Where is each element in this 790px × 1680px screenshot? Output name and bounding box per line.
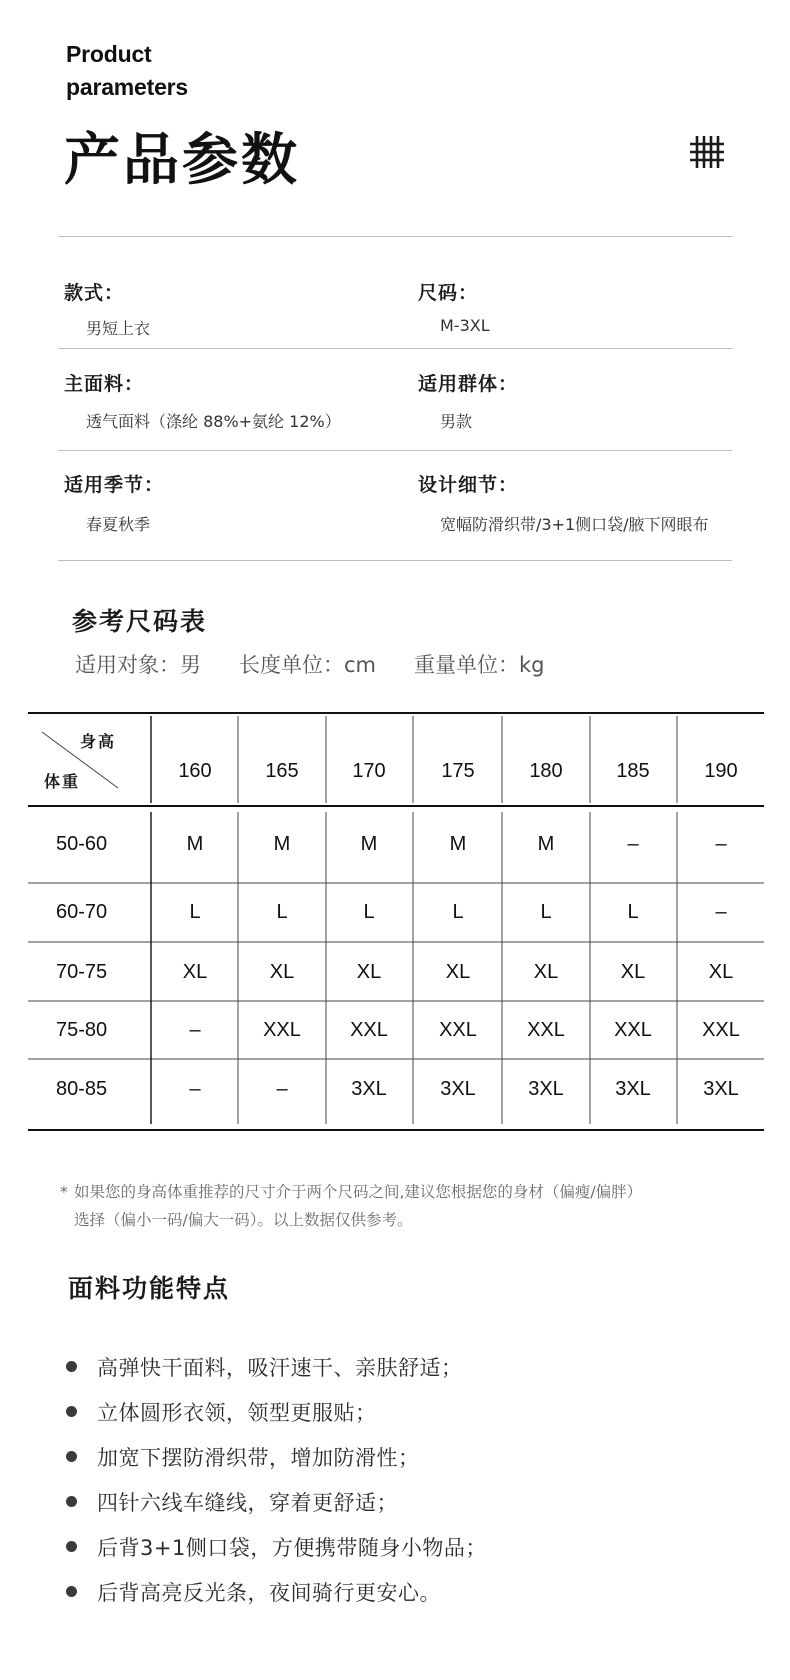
height-header-cell: 190 — [704, 760, 738, 782]
note-asterisk: * — [60, 1183, 68, 1201]
size-cell: 3XL — [440, 1078, 476, 1100]
note-line-2: 选择（偏小一码/偏大一码）。以上数据仅供参考。 — [74, 1211, 413, 1229]
param-style-value: 男短上衣 — [86, 319, 151, 338]
size-cell: – — [189, 1078, 201, 1100]
eyebrow-text — [66, 38, 188, 104]
features-title: 面料功能特点 — [68, 1274, 231, 1303]
size-cell: XL — [269, 961, 295, 983]
weight-unit: 重量单位：kg — [414, 653, 545, 677]
size-cell: XXL — [527, 1019, 565, 1041]
size-cell: XL — [356, 961, 382, 983]
size-cell: XL — [620, 961, 646, 983]
divider — [58, 348, 732, 349]
divider — [58, 560, 732, 561]
length-unit: 长度单位：cm — [239, 653, 377, 677]
param-season-value: 春夏秋季 — [86, 515, 151, 534]
feature-item — [66, 1569, 487, 1614]
param-size-value: M-3XL — [440, 316, 490, 335]
feature-text: 后背高亮反光条，夜间骑行更安心。 — [97, 1580, 441, 1605]
note-line-1: 如果您的身高体重推荐的尺寸介于两个尺码之间,建议您根据您的身材（偏瘦/偏胖） — [74, 1183, 643, 1201]
size-cell: XXL — [614, 1019, 652, 1041]
feature-text: 高弹快干面料，吸汗速干、亲肤舒适； — [97, 1355, 463, 1380]
weight-row-label: 75-80 — [56, 1019, 108, 1041]
size-cell: L — [627, 901, 639, 923]
bullet-dot-icon — [66, 1496, 77, 1507]
size-cell: XL — [533, 961, 559, 983]
feature-text: 立体圆形衣领，领型更服贴； — [97, 1400, 377, 1425]
grid-icon — [690, 136, 724, 168]
size-cell: L — [189, 901, 201, 923]
weight-row-label: 50-60 — [56, 833, 108, 855]
feature-text: 四针六线车缝线，穿着更舒适； — [97, 1490, 398, 1515]
divider — [58, 236, 732, 237]
feature-item — [66, 1434, 487, 1479]
bullet-dot-icon — [66, 1541, 77, 1552]
bullet-dot-icon — [66, 1361, 77, 1372]
weight-row-label: 70-75 — [56, 961, 108, 983]
corner-weight-label: 体重 — [44, 772, 81, 791]
height-header-cell: 175 — [441, 760, 475, 782]
param-design-value: 宽幅防滑织带/3+1侧口袋/腋下网眼布 — [440, 515, 709, 534]
height-header-cell: 170 — [352, 760, 386, 782]
height-header-cell: 185 — [616, 760, 650, 782]
corner-height-label: 身高 — [80, 732, 117, 751]
param-design-label: 设计细节： — [418, 474, 519, 496]
feature-item — [66, 1524, 487, 1569]
feature-item — [66, 1389, 487, 1434]
bullet-dot-icon — [66, 1586, 77, 1597]
param-size-label: 尺码： — [418, 282, 479, 304]
param-season-label: 适用季节： — [64, 474, 165, 496]
param-fabric-label: 主面料： — [64, 373, 145, 395]
weight-row-label: 80-85 — [56, 1078, 108, 1100]
size-cell: – — [189, 1019, 201, 1041]
size-cell: L — [540, 901, 552, 923]
size-cell: XL — [445, 961, 471, 983]
param-style-label: 款式： — [64, 282, 125, 304]
size-cell: 3XL — [615, 1078, 651, 1100]
page-title: 产品参数 — [64, 128, 300, 193]
eyebrow-line-1: Product — [66, 41, 152, 67]
height-header-cell: 165 — [265, 760, 299, 782]
param-audience-label: 适用群体： — [418, 373, 519, 395]
height-header-cell: 180 — [529, 760, 563, 782]
divider — [58, 450, 732, 451]
size-cell: 3XL — [528, 1078, 564, 1100]
size-table — [28, 712, 764, 1131]
size-cell: – — [715, 833, 727, 855]
param-audience-value: 男款 — [440, 412, 473, 431]
eyebrow-line-2: parameters — [66, 74, 189, 100]
feature-text: 加宽下摆防滑织带，增加防滑性； — [97, 1445, 420, 1470]
size-cell: – — [715, 901, 727, 923]
size-cell: XXL — [263, 1019, 301, 1041]
feature-item — [66, 1344, 487, 1389]
bullet-dot-icon — [66, 1406, 77, 1417]
size-cell: XL — [182, 961, 208, 983]
feature-text: 后背3+1侧口袋，方便携带随身小物品； — [97, 1535, 487, 1560]
size-chart-units — [75, 649, 545, 679]
size-cell: L — [452, 901, 464, 923]
param-fabric-value: 透气面料（涤纶 88%+氨纶 12%） — [86, 412, 341, 431]
size-cell: L — [363, 901, 375, 923]
size-cell: XXL — [702, 1019, 740, 1041]
target-audience: 适用对象：男 — [75, 653, 201, 677]
weight-row-label: 60-70 — [56, 901, 108, 923]
size-cell: – — [276, 1078, 288, 1100]
size-chart-title: 参考尺码表 — [72, 607, 208, 636]
features-list — [66, 1344, 487, 1614]
size-note — [60, 1178, 750, 1234]
feature-item — [66, 1479, 487, 1524]
size-cell: XL — [708, 961, 734, 983]
size-cell: XXL — [350, 1019, 388, 1041]
size-cell: 3XL — [703, 1078, 739, 1100]
size-cell: L — [276, 901, 288, 923]
size-cell: XXL — [439, 1019, 477, 1041]
size-cell: M — [186, 833, 204, 855]
size-cell: M — [273, 833, 291, 855]
height-header-cell: 160 — [178, 760, 212, 782]
bullet-dot-icon — [66, 1451, 77, 1462]
size-cell: M — [449, 833, 467, 855]
size-cell: – — [627, 833, 639, 855]
size-cell: M — [360, 833, 378, 855]
size-cell: M — [537, 833, 555, 855]
size-cell: 3XL — [351, 1078, 387, 1100]
